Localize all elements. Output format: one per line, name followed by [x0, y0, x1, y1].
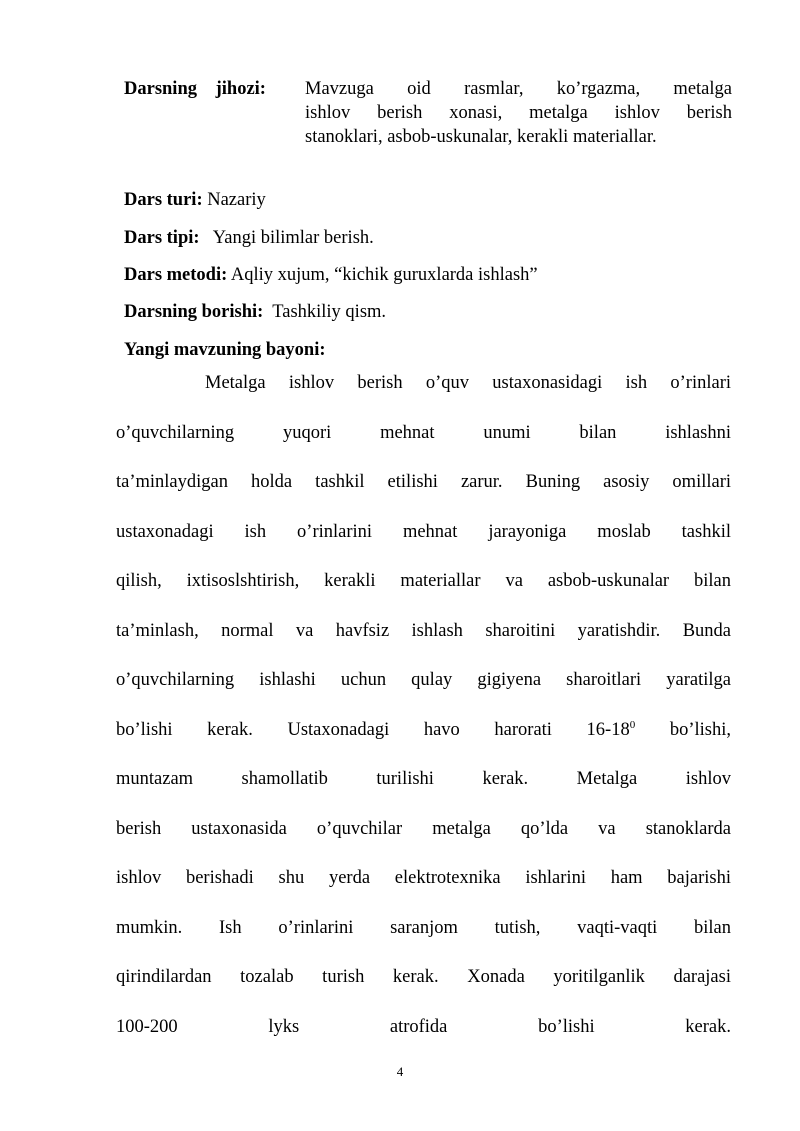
lesson-progress-row	[124, 300, 386, 324]
paragraph-line: ta’minlaydigan holda tashkil etilishi zarur. Buning asosiy omillari	[116, 472, 731, 492]
page-number: 4	[396, 1064, 404, 1079]
paragraph-line: qirindilardan tozalab turish kerak. Xonada yoritilganlik darajasi	[116, 967, 731, 987]
paragraph-line: berish ustaxonasida o’quvchilar metalga qo’lda va stanoklarda	[116, 818, 731, 839]
lesson-method-row	[124, 263, 538, 287]
paragraph-line: qilish, ixtisoslshtirish, kerakli materiallar va asbob-uskunalar bilan	[116, 571, 731, 591]
lesson-kind-row	[124, 226, 374, 250]
lesson-type-value: Nazariy	[207, 190, 266, 210]
new-topic-row	[124, 338, 326, 362]
temperature-text-end: bo’lishi,	[669, 719, 731, 740]
paragraph-line: ishlov berishadi shu yerda elektrotexnika ishlarini ham bajarishi	[116, 868, 731, 888]
degree-superscript: 0	[629, 718, 636, 731]
paragraph-line: mumkin. Ish o’rinlarini saranjom tutish, vaqti-vaqti bilan	[116, 917, 731, 938]
lesson-method-value: Aqliy xujum, “kichik guruxlarda ishlash”	[230, 265, 538, 285]
equipment-text	[305, 77, 732, 149]
equipment-line: Mavzuga oid rasmlar, ko’rgazma, metalga	[305, 79, 732, 99]
lesson-kind-label: Dars tipi:	[124, 228, 200, 248]
paragraph-line: ta’minlash, normal va havfsiz ishlash sharoitini yaratishdir. Bunda	[116, 620, 731, 641]
paragraph-line: o’quvchilarning yuqori mehnat unumi bilan ishlashni	[116, 422, 731, 443]
equipment-label: Darsning jihozi:	[124, 79, 266, 99]
paragraph-line-temperature	[116, 718, 731, 768]
paragraph-line-last: 100-200 lyks atrofida bo’lishi kerak.	[116, 1016, 731, 1037]
paragraph-line: muntazam shamollatib turilishi kerak. Metalga ishlov	[116, 769, 731, 789]
lesson-method-label: Dars metodi:	[124, 265, 228, 285]
equipment-line: stanoklari, asbob-uskunalar, kerakli materiallar.	[305, 127, 657, 147]
new-topic-label: Yangi mavzuning bayoni:	[124, 340, 326, 360]
equipment-line: ishlov berish xonasi, metalga ishlov berish	[305, 103, 732, 123]
lesson-type-row	[124, 188, 266, 212]
paragraph-line: ustaxonadagi ish o’rinlarini mehnat jarayoniga moslab tashkil	[116, 521, 731, 542]
lesson-type-label: Dars turi:	[124, 190, 203, 210]
body-text	[116, 371, 731, 1064]
paragraph-line: Metalga ishlov berish o’quv ustaxonasidagi ish o’rinlari	[205, 373, 731, 393]
lesson-progress-value: Tashkiliy qism.	[272, 302, 387, 322]
lesson-progress-label: Darsning borishi:	[124, 302, 264, 322]
temperature-text: bo’lishi kerak. Ustaxonadagi havo harorati 16-18	[116, 719, 630, 740]
paragraph-line: o’quvchilarning ishlashi uchun qulay gigiyena sharoitlari yaratilga	[116, 670, 731, 690]
lesson-kind-value: Yangi bilimlar berish.	[212, 228, 374, 248]
